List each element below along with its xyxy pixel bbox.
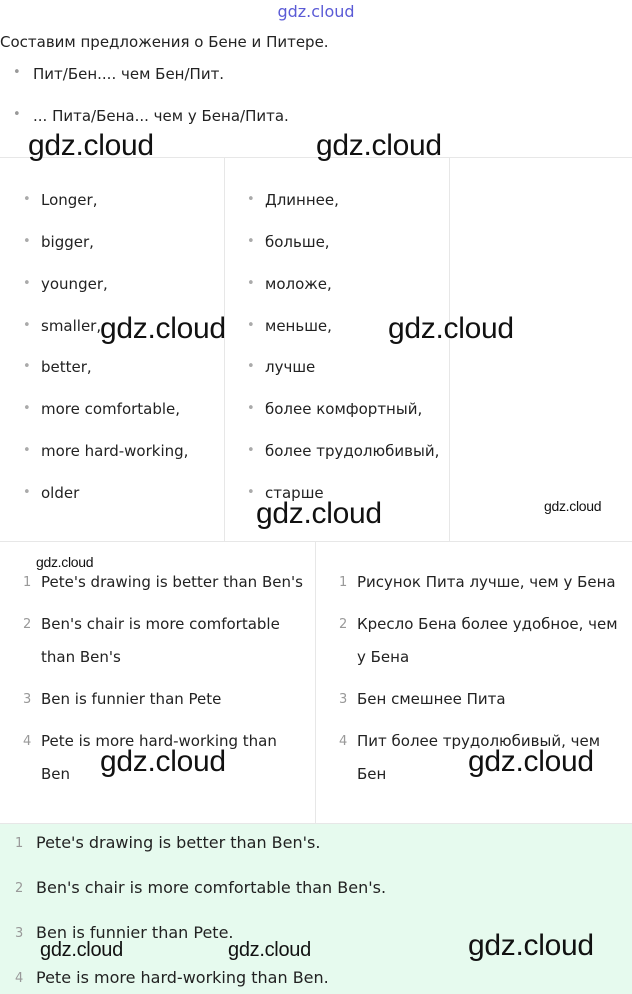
intro-bullet: • Пит/Бен.... чем Бен/Пит. [33,65,224,83]
item-number: 1 [23,575,32,590]
watermark: gdz.cloud [36,554,94,570]
list-item: • more comfortable, [41,399,180,419]
watermark: gdz.cloud [468,745,594,778]
item-number: 2 [339,617,348,632]
sentence-line: Пит более трудолюбивый, чем [357,732,601,750]
list-item: • older [41,483,79,503]
watermark: gdz.cloud [100,312,226,345]
sentence-line: Ben is funnier than Pete [41,690,222,708]
sentence-line: у Бена [357,648,410,666]
item-number: 3 [339,692,348,707]
list-item: • Longer, [41,190,97,210]
answer-text: Ben's chair is more comfortable than Ben's. [36,878,387,897]
russian-column [224,158,450,541]
list-item: • younger, [41,274,108,294]
sentence-line: than Ben's [41,648,121,666]
watermark: gdz.cloud [40,939,123,961]
answer-text: Ben is funnier than Pete. [36,923,234,942]
list-item: • меньше, [265,316,332,336]
list-item: • более комфортный, [265,399,422,419]
list-item [339,566,616,599]
watermark: gdz.cloud [468,929,594,962]
sentence-line: Бен смешнее Пита [357,690,506,708]
answer-item [15,967,329,989]
watermark: gdz.cloud [228,939,311,961]
watermark: gdz.cloud [544,498,602,514]
item-number: 1 [15,836,24,851]
english-column [0,158,225,541]
item-number: 4 [23,734,32,749]
list-item: • моложе, [265,274,332,294]
item-number: 2 [23,617,32,632]
answer-text: Pete is more hard-working than Ben. [36,968,329,987]
list-item: • more hard-working, [41,441,188,461]
sentence-line: Ben's chair is more comfortable [41,615,280,633]
russian-sentences-column [315,541,632,823]
list-item [339,608,618,674]
answer-item [15,877,387,899]
item-number: 2 [15,881,24,896]
intro-bullet: • ... Пита/Бена... чем у Бена/Пита. [33,107,289,125]
list-item [23,683,222,716]
item-number: 3 [15,926,24,941]
list-item [23,608,280,674]
answer-block [0,824,632,994]
comparatives-table [0,157,632,542]
item-number: 4 [339,734,348,749]
watermark: gdz.cloud [388,312,514,345]
empty-column [449,158,632,541]
sentence-line: Pete's drawing is better than Ben's [41,573,303,591]
english-sentences-column [0,541,316,823]
list-item [23,566,303,599]
watermark: gdz.cloud [316,129,442,162]
item-number: 4 [15,971,24,986]
sentence-line: Бен [357,765,387,783]
list-item: • больше, [265,232,330,252]
intro-text: Составим предложения о Бене и Питере. [0,33,329,51]
site-watermark-top: gdz.cloud [277,2,355,21]
item-number: 3 [23,692,32,707]
sentence-line: Pete is more hard-working than [41,732,277,750]
list-item: • лучше [265,357,315,377]
list-item [339,683,506,716]
watermark: gdz.cloud [100,745,226,778]
sentence-line: Ben [41,765,71,783]
watermark: gdz.cloud [256,497,382,530]
list-item: • smaller, [41,316,101,336]
answer-text: Pete's drawing is better than Ben's. [36,833,321,852]
sentence-line: Кресло Бена более удобное, чем [357,615,618,633]
list-item: • bigger, [41,232,94,252]
item-number: 1 [339,575,348,590]
list-item: • Длиннее, [265,190,339,210]
watermark: gdz.cloud [28,129,154,162]
list-item: • более трудолюбивый, [265,441,439,461]
sentence-line: Рисунок Пита лучше, чем у Бена [357,573,616,591]
list-item: • better, [41,357,92,377]
translations-table [0,541,632,824]
answer-item [15,832,321,854]
list-item: • старше [265,483,324,503]
